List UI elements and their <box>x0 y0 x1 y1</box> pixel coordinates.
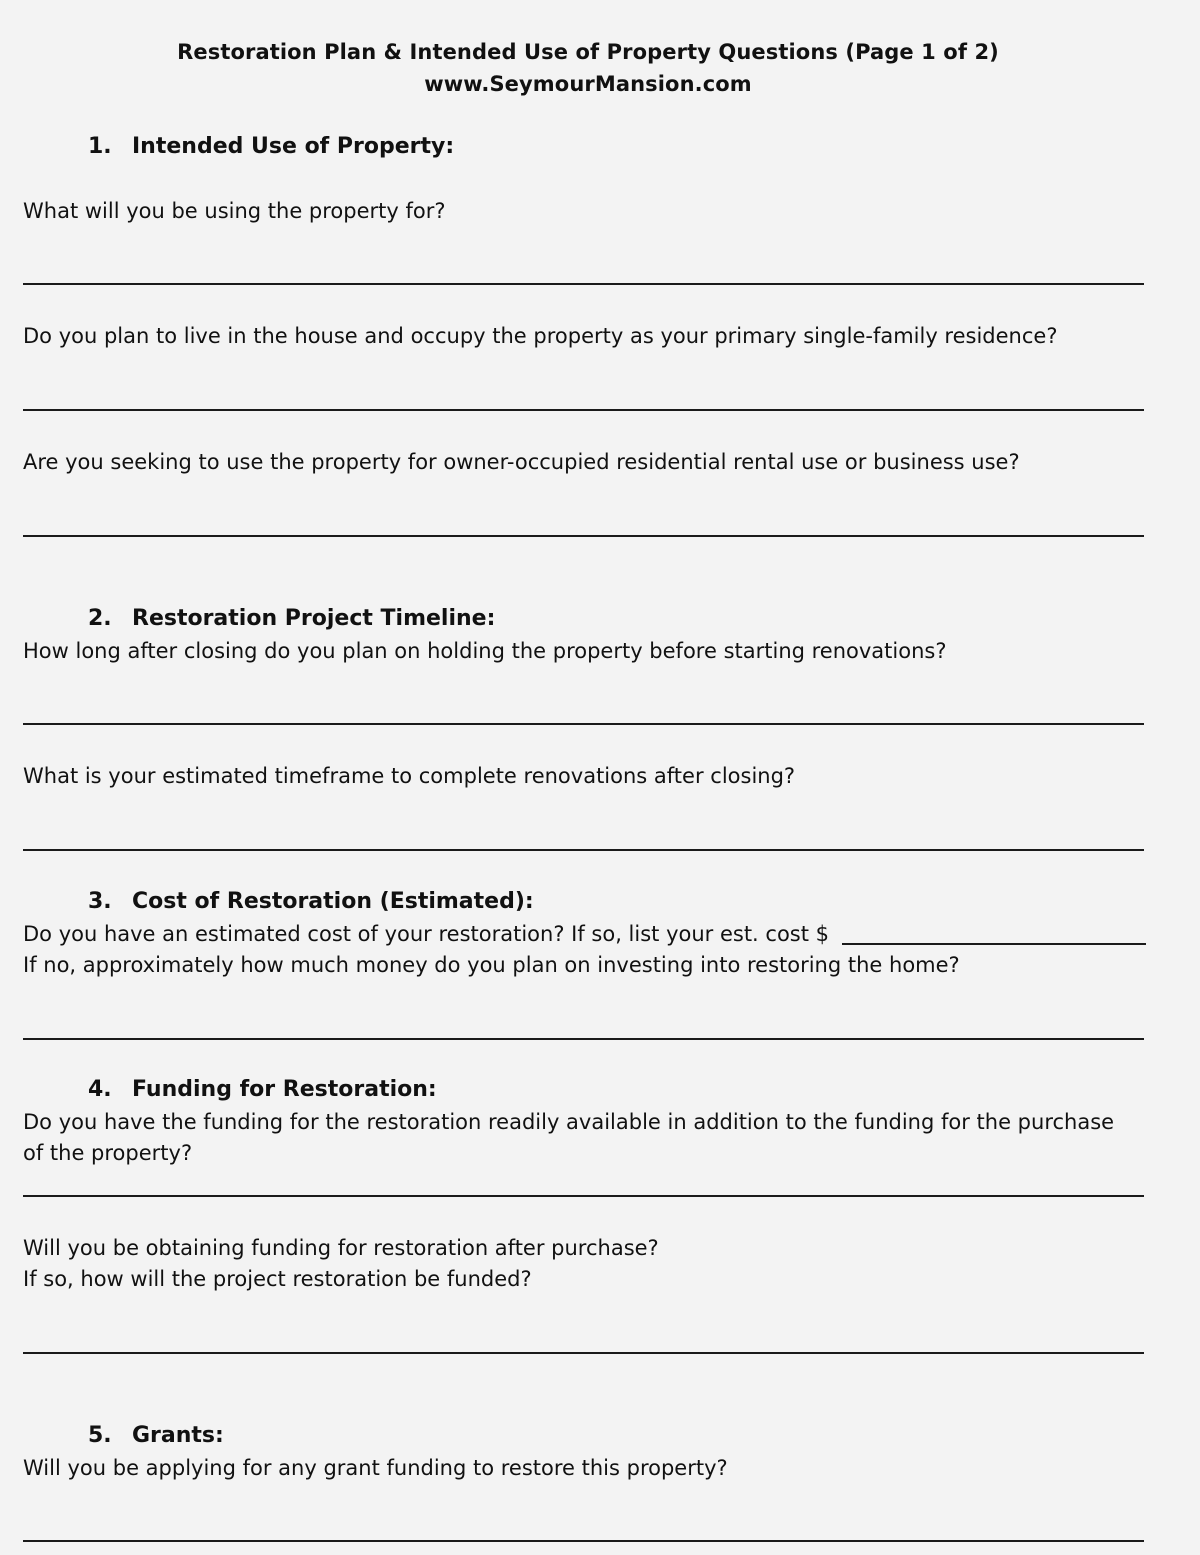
answer-line-grant-funding[interactable] <box>23 1540 1144 1542</box>
website-link[interactable]: www.SeymourMansion.com <box>424 72 752 96</box>
answer-line-holding-period[interactable] <box>23 723 1144 725</box>
section-title: Intended Use of Property: <box>132 134 455 159</box>
section-number: 3. <box>88 889 112 914</box>
question-property-use: What will you be using the property for? <box>23 199 446 223</box>
answer-line-funding-method[interactable] <box>23 1352 1144 1354</box>
page-title: Restoration Plan & Intended Use of Property Questions (Page 1 of 2) <box>177 40 999 64</box>
section-number: 1. <box>88 134 112 159</box>
answer-line-funding-available[interactable] <box>23 1195 1144 1197</box>
section-title: Cost of Restoration (Estimated): <box>132 889 534 914</box>
answer-line-property-use[interactable] <box>23 283 1144 285</box>
answer-line-rental-or-business[interactable] <box>23 535 1144 537</box>
question-primary-residence: Do you plan to live in the house and occupy the property as your primary single-family residence? <box>23 324 1058 348</box>
question-renovation-timeframe: What is your estimated timeframe to complete renovations after closing? <box>23 764 796 788</box>
section-number: 5. <box>88 1423 112 1448</box>
question-funding-available-cont: of the property? <box>23 1141 193 1165</box>
question-holding-period: How long after closing do you plan on holding the property before starting renovations? <box>23 639 947 663</box>
question-estimated-cost: Do you have an estimated cost of your restoration? If so, list your est. cost $ <box>23 922 830 946</box>
question-rental-or-business: Are you seeking to use the property for owner-occupied residential rental use or business use? <box>23 450 1020 474</box>
question-funding-method: If so, how will the project restoration be funded? <box>23 1267 532 1291</box>
answer-line-renovation-timeframe[interactable] <box>23 849 1144 851</box>
section-number: 4. <box>88 1077 112 1102</box>
answer-line-investment-amount[interactable] <box>23 1038 1144 1040</box>
section-heading-intended-use <box>88 134 454 159</box>
section-number: 2. <box>88 606 112 631</box>
section-heading-grants <box>88 1423 224 1448</box>
section-heading-timeline <box>88 606 495 631</box>
question-funding-after-purchase: Will you be obtaining funding for restoration after purchase? <box>23 1236 659 1260</box>
answer-line-estimated-cost[interactable] <box>842 943 1146 945</box>
section-title: Restoration Project Timeline: <box>132 606 496 631</box>
question-funding-available: Do you have the funding for the restoration readily available in addition to the funding for the purchase <box>23 1110 1115 1134</box>
section-title: Funding for Restoration: <box>132 1077 437 1102</box>
section-heading-cost <box>88 889 534 914</box>
question-grant-funding: Will you be applying for any grant funding to restore this property? <box>23 1456 728 1480</box>
section-title: Grants: <box>132 1423 224 1448</box>
section-heading-funding <box>88 1077 437 1102</box>
answer-line-primary-residence[interactable] <box>23 409 1144 411</box>
question-investment-amount: If no, approximately how much money do you plan on investing into restoring the home? <box>23 953 960 977</box>
